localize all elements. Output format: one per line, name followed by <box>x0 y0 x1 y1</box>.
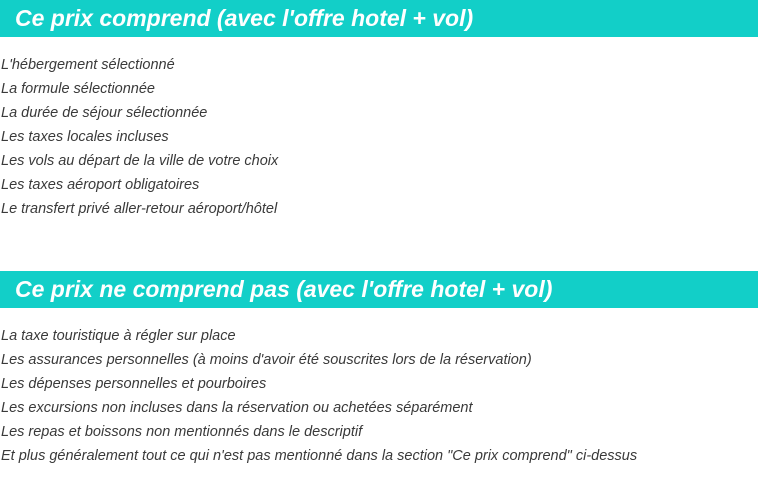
list-item: Les excursions non incluses dans la réservation ou achetées séparément <box>1 400 473 416</box>
price-excludes-section <box>0 271 758 468</box>
price-includes-heading: Ce prix comprend (avec l'offre hotel + vol) <box>0 0 758 37</box>
list-item: Les vols au départ de la ville de votre choix <box>1 153 279 169</box>
price-includes-section <box>0 0 758 221</box>
price-excludes-heading: Ce prix ne comprend pas (avec l'offre hotel + vol) <box>0 271 758 308</box>
list-item: La durée de séjour sélectionnée <box>1 105 208 121</box>
price-excludes-list <box>0 324 758 468</box>
list-item: La taxe touristique à régler sur place <box>1 328 236 344</box>
list-item: Les taxes aéroport obligatoires <box>1 177 200 193</box>
price-includes-list <box>0 53 758 221</box>
list-item: Les dépenses personnelles et pourboires <box>1 376 267 392</box>
list-item: Les taxes locales incluses <box>1 129 169 145</box>
list-item: Le transfert privé aller-retour aéroport/hôtel <box>1 201 278 217</box>
list-item: Les repas et boissons non mentionnés dans le descriptif <box>1 424 363 440</box>
list-item: Et plus généralement tout ce qui n'est pas mentionné dans la section "Ce prix comprend" ci-dessus <box>1 448 638 464</box>
list-item: Les assurances personnelles (à moins d'avoir été souscrites lors de la réservation) <box>1 352 532 368</box>
list-item: La formule sélectionnée <box>1 81 155 97</box>
list-item: L'hébergement sélectionné <box>1 57 175 73</box>
